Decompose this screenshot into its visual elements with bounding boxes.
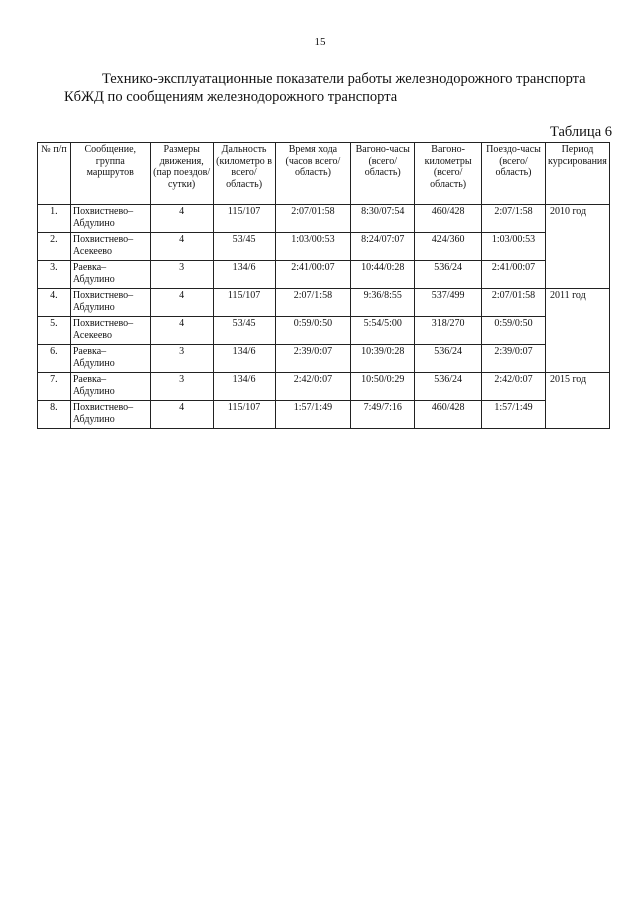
route-cell: Похвистнево–Абдулино	[70, 401, 150, 429]
row-number: 2.	[38, 233, 71, 261]
trains-cell: 4	[150, 289, 213, 317]
row-number: 1.	[38, 205, 71, 233]
distance-cell: 115/107	[213, 205, 275, 233]
header-cell: Время хода (часов всего/ область)	[275, 143, 351, 205]
train-hours-cell: 1:57/1:49	[482, 401, 546, 429]
header-cell: Поездо-часы (всего/ область)	[482, 143, 546, 205]
table-row	[38, 317, 610, 345]
wagon-hours-cell: 10:39/0:28	[351, 345, 415, 373]
row-number: 4.	[38, 289, 71, 317]
header-cell: № п/п	[38, 143, 71, 205]
train-hours-cell: 0:59/0:50	[482, 317, 546, 345]
distance-cell: 134/6	[213, 373, 275, 401]
table-row	[38, 345, 610, 373]
title-line-1: Технико-эксплуатационные показатели работы железнодорожного транспорта	[102, 71, 586, 87]
wagon-hours-cell: 7:49/7:16	[351, 401, 415, 429]
row-number: 3.	[38, 261, 71, 289]
route-cell: Похвистнево–Асекеево	[70, 317, 150, 345]
distance-cell: 53/45	[213, 317, 275, 345]
route-cell: Похвистнево–Абдулино	[70, 289, 150, 317]
distance-cell: 115/107	[213, 401, 275, 429]
wagon-km-cell: 460/428	[415, 401, 482, 429]
time-cell: 0:59/0:50	[275, 317, 351, 345]
row-number: 5.	[38, 317, 71, 345]
trains-cell: 3	[150, 261, 213, 289]
period-cell: 2011 год	[545, 289, 609, 373]
wagon-hours-cell: 8:24/07:07	[351, 233, 415, 261]
wagon-km-cell: 318/270	[415, 317, 482, 345]
wagon-km-cell: 536/24	[415, 261, 482, 289]
time-cell: 1:57/1:49	[275, 401, 351, 429]
wagon-hours-cell: 8:30/07:54	[351, 205, 415, 233]
wagon-hours-cell: 10:50/0:29	[351, 373, 415, 401]
period-cell: 2010 год	[545, 205, 609, 289]
period-cell: 2015 год	[545, 373, 609, 429]
wagon-km-cell: 536/24	[415, 345, 482, 373]
wagon-hours-cell: 9:36/8:55	[351, 289, 415, 317]
table-row	[38, 401, 610, 429]
wagon-km-cell: 537/499	[415, 289, 482, 317]
train-hours-cell: 2:39/0:07	[482, 345, 546, 373]
train-hours-cell: 1:03/00:53	[482, 233, 546, 261]
header-cell: Дальность (километро в всего/ область)	[213, 143, 275, 205]
header-cell: Размеры движения, (пар поездов/ сутки)	[150, 143, 213, 205]
time-cell: 2:39/0:07	[275, 345, 351, 373]
route-cell: Раевка–Абдулино	[70, 373, 150, 401]
indicators-table	[37, 142, 610, 429]
trains-cell: 3	[150, 373, 213, 401]
table-row	[38, 261, 610, 289]
wagon-hours-cell: 10:44/0:28	[351, 261, 415, 289]
table-label: Таблица 6	[549, 124, 612, 140]
trains-cell: 4	[150, 205, 213, 233]
row-number: 6.	[38, 345, 71, 373]
document-title	[64, 70, 624, 106]
wagon-hours-cell: 5:54/5:00	[351, 317, 415, 345]
train-hours-cell: 2:42/0:07	[482, 373, 546, 401]
wagon-km-cell: 536/24	[415, 373, 482, 401]
trains-cell: 4	[150, 317, 213, 345]
header-cell: Период курсирования	[545, 143, 609, 205]
trains-cell: 4	[150, 233, 213, 261]
row-number: 7.	[38, 373, 71, 401]
distance-cell: 134/6	[213, 261, 275, 289]
distance-cell: 134/6	[213, 345, 275, 373]
time-cell: 2:41/00:07	[275, 261, 351, 289]
train-hours-cell: 2:07/01:58	[482, 289, 546, 317]
table-row	[38, 205, 610, 233]
time-cell: 2:42/0:07	[275, 373, 351, 401]
route-cell: Похвистнево–Асекеево	[70, 233, 150, 261]
time-cell: 2:07/1:58	[275, 289, 351, 317]
route-cell: Раевка–Абдулино	[70, 261, 150, 289]
table-row	[38, 373, 610, 401]
row-number: 8.	[38, 401, 71, 429]
header-cell: Вагоно-часы (всего/ область)	[351, 143, 415, 205]
route-cell: Похвистнево–Абдулино	[70, 205, 150, 233]
trains-cell: 4	[150, 401, 213, 429]
header-row	[38, 143, 610, 205]
title-line-2: КбЖД по сообщениям железнодорожного транспорта	[64, 89, 398, 105]
wagon-km-cell: 424/360	[415, 233, 482, 261]
header-cell: Вагоно-километры (всего/ область)	[415, 143, 482, 205]
distance-cell: 53/45	[213, 233, 275, 261]
trains-cell: 3	[150, 345, 213, 373]
wagon-km-cell: 460/428	[415, 205, 482, 233]
header-cell: Сообщение, группа маршрутов	[70, 143, 150, 205]
time-cell: 2:07/01:58	[275, 205, 351, 233]
distance-cell: 115/107	[213, 289, 275, 317]
train-hours-cell: 2:07/1:58	[482, 205, 546, 233]
train-hours-cell: 2:41/00:07	[482, 261, 546, 289]
table-row	[38, 289, 610, 317]
route-cell: Раевка–Абдулино	[70, 345, 150, 373]
page-number: 15	[314, 36, 326, 48]
time-cell: 1:03/00:53	[275, 233, 351, 261]
table-row	[38, 233, 610, 261]
